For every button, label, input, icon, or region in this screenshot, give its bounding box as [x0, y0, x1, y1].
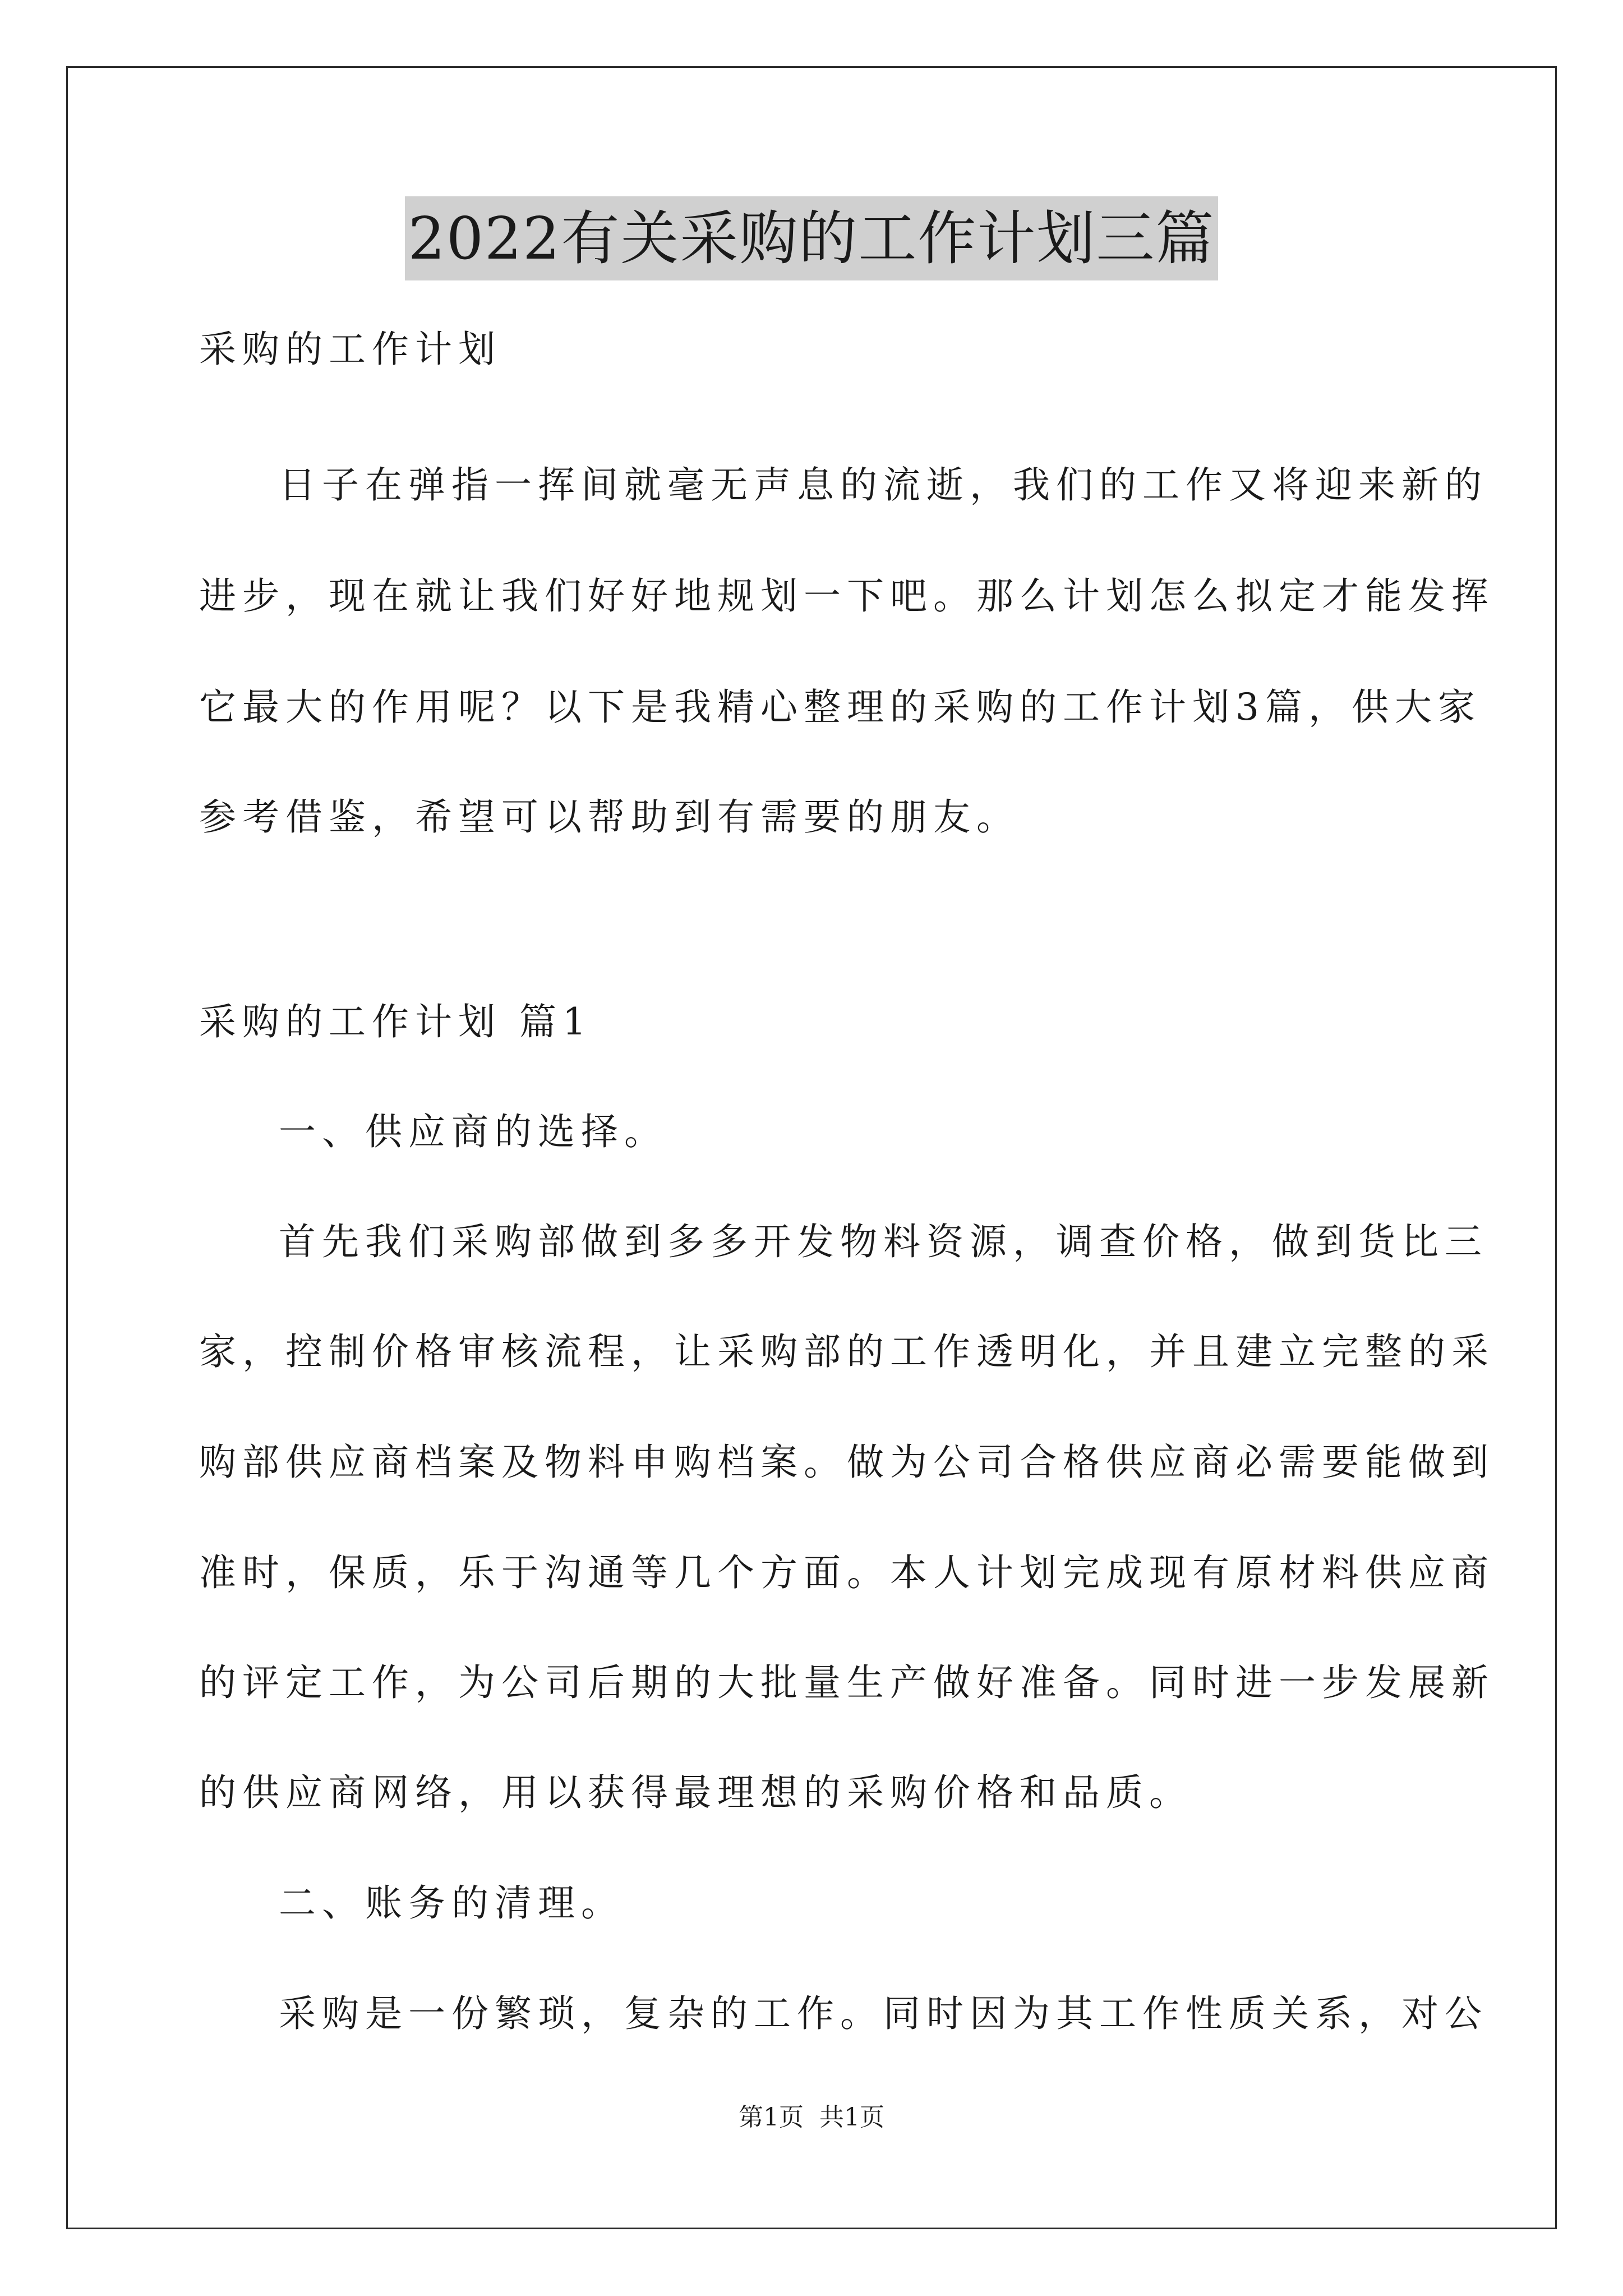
document-title: 2022有关采购的工作计划三篇: [405, 196, 1219, 280]
paragraph-line: 它最大的作用呢？以下是我精心整理的采购的工作计划3篇，供大家: [199, 685, 1481, 729]
paragraph-line: 的评定工作，为公司后期的大批量生产做好准备。同时进一步发展新: [199, 1661, 1495, 1704]
paragraph-line: 购部供应商档案及物料申购档案。做为公司合格供应商必需要能做到: [199, 1441, 1495, 1484]
paragraph-line: 家，控制价格审核流程，让采购部的工作透明化，并且建立完整的采: [199, 1330, 1495, 1373]
paragraph-line: 进步，现在就让我们好好地规划一下吧。那么计划怎么拟定才能发挥: [199, 574, 1495, 618]
section-heading: 采购的工作计划 篇1: [199, 1000, 592, 1043]
paragraph-line: 日子在弹指一挥间就毫无声息的流逝，我们的工作又将迎来新的: [279, 463, 1488, 507]
paragraph-line: 采购是一份繁琐，复杂的工作。同时因为其工作性质关系，对公: [279, 1992, 1488, 2035]
page-number: 第1页: [739, 2103, 804, 2132]
page-footer: [0, 2101, 1623, 2134]
paragraph-line: 的供应商网络，用以获得最理想的采购价格和品质。: [199, 1771, 1192, 1814]
paragraph-line: 参考借鉴，希望可以帮助到有需要的朋友。: [199, 795, 1020, 839]
page-total: 共1页: [819, 2103, 884, 2132]
paragraph-line: 准时，保质，乐于沟通等几个方面。本人计划完成现有原材料供应商: [199, 1551, 1495, 1594]
subsection-heading: 一、供应商的选择。: [279, 1110, 667, 1153]
title-container: [0, 196, 1623, 280]
subsection-heading: 二、账务的清理。: [279, 1881, 624, 1925]
paragraph-line: 首先我们采购部做到多多开发物料资源，调查价格，做到货比三: [279, 1220, 1488, 1263]
section-heading: 采购的工作计划: [199, 328, 501, 371]
